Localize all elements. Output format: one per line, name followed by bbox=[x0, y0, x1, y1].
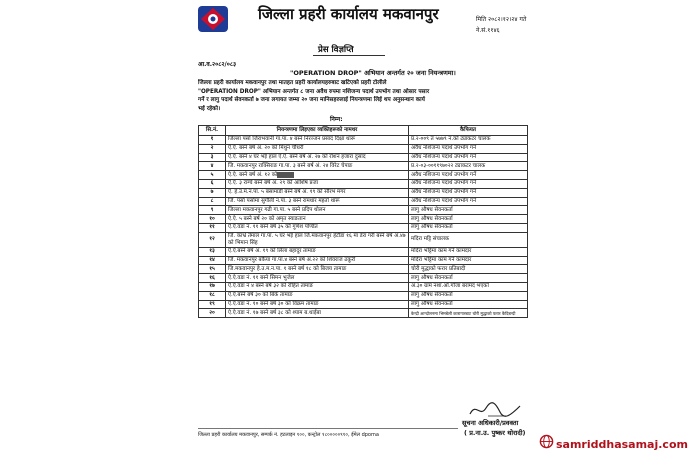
table-row bbox=[199, 153, 528, 162]
row-remarks: चोरी मुद्धाको फरार प्रतिबादी bbox=[409, 265, 528, 274]
row-remarks: अवैध नशिजन्य पदार्थ उपभोग गर्ने bbox=[409, 144, 528, 153]
row-person: जि. मकवानपुर बकैया गा.पा.४ बस्ने बर्ष अं.२२ को शिवराज ठकुरी bbox=[226, 256, 409, 265]
signatory-name: ( प्र.ना.उ. पुष्कर थोरादी) bbox=[464, 429, 526, 437]
row-serial: १ bbox=[199, 136, 226, 145]
row-remarks: मदिरा मट्टि संचालक bbox=[409, 232, 528, 247]
table-row bbox=[199, 265, 528, 274]
table-row bbox=[199, 274, 528, 283]
row-serial: ३ bbox=[199, 153, 226, 162]
row-remarks: अवैध नशिजन्य पदार्थ उपभोग गर्ने bbox=[409, 171, 528, 180]
table-row bbox=[199, 197, 528, 206]
signature-mark bbox=[466, 400, 524, 420]
row-remarks: अवैध नशिजन्य पदार्थ उपभोग गर्ने bbox=[409, 153, 528, 162]
table-row bbox=[199, 179, 528, 188]
table-row bbox=[199, 300, 528, 309]
table-row bbox=[199, 232, 528, 247]
body-line: भई रहेको। bbox=[198, 105, 221, 112]
row-serial: ११ bbox=[199, 223, 226, 232]
table-row bbox=[199, 256, 528, 265]
row-serial: १९ bbox=[199, 300, 226, 309]
table-row bbox=[199, 309, 528, 318]
table-row bbox=[199, 162, 528, 171]
body-paragraph bbox=[198, 79, 528, 113]
row-serial: १३ bbox=[199, 247, 226, 256]
date-label: मिति २०८२।१२।२४ गते bbox=[476, 16, 527, 23]
header-remarks: कैफियत bbox=[409, 126, 528, 136]
footer-divider bbox=[198, 428, 458, 429]
row-serial: १२ bbox=[199, 232, 226, 247]
row-person: जि. काभ्रे तेमाल गा.पा. ५ घर भई हाल जि.मकवानपुर हेटौडा १६ मा डेरा गरी बस्ने बर्ष अं.४७ को भिमान सिंह bbox=[226, 232, 409, 247]
redacted-name bbox=[277, 172, 294, 178]
row-remarks: अवैध नशिजन्य पदार्थ उपभोग गर्ने bbox=[409, 179, 528, 188]
row-serial: २ bbox=[199, 144, 226, 153]
row-remarks: अ.३० ग्राम नशा.ओ.गाँजा बरामद भएको bbox=[409, 282, 528, 291]
row-serial: १५ bbox=[199, 265, 226, 274]
signatory-title: सूचना अधिकारी/प्रवक्ता bbox=[462, 419, 519, 427]
row-serial: ९ bbox=[199, 206, 226, 215]
row-serial: ७ bbox=[199, 188, 226, 197]
row-serial: १६ bbox=[199, 274, 226, 283]
row-serial: ६ bbox=[199, 179, 226, 188]
table-row bbox=[199, 188, 528, 197]
row-remarks: प्र.२-०३-००११९७०२२ ट्याकटर चालक bbox=[409, 162, 528, 171]
row-remarks: अवैध नशिजन्य पदार्थ उपभोग गर्ने bbox=[409, 197, 528, 206]
row-person: ऐ.ऐ.वडा नं. ११ बस्ने सिमन भुजेल bbox=[226, 274, 409, 283]
table-row bbox=[199, 144, 528, 153]
nepal-police-emblem-icon bbox=[196, 4, 230, 34]
divider bbox=[313, 55, 385, 56]
row-person: ऐ.ऐ.वडा नं. ११ बस्ने बर्ष ३५ को गुणेश पण्डित bbox=[226, 223, 409, 232]
table-row bbox=[199, 247, 528, 256]
row-remarks: लागु औषध सेवनकर्ता bbox=[409, 215, 528, 224]
table-row bbox=[199, 171, 528, 180]
table-header-row bbox=[199, 126, 528, 136]
fiscal-year-reference: आ.व.२०८२/०८३ bbox=[198, 61, 237, 68]
header-serial: सि.नं. bbox=[199, 126, 226, 136]
headline: "OPERATION DROP" अभियान अन्तर्गत २० जना नियन्त्रणमा। bbox=[290, 69, 456, 77]
row-person: ऐ.ऐ. ३ राम्चे बस्ने बर्ष अं. २९ को आशिष प्रजा bbox=[226, 179, 409, 188]
row-remarks: मदिरा भट्टिमा काम गर्ने कामदार bbox=[409, 247, 528, 256]
row-serial: १० bbox=[199, 215, 226, 224]
row-person: ऐ.ऐ. ५ बस्ने बर्ष २० को अमृत स्याङतान bbox=[226, 215, 409, 224]
table-row bbox=[199, 215, 528, 224]
table-row bbox=[199, 291, 528, 300]
row-person: जि.मकवानपुर हे.उ.म.न.पा. १ बस्ने बर्ष १८ को बिजय तामाङ bbox=[226, 265, 409, 274]
row-serial: ४ bbox=[199, 162, 226, 171]
body-line: "OPERATION DROP" अभियान अन्तर्गत ८ जना अवैध रुपमा नशिजन्य पदार्थ उपभोग तथा ओसार पसार bbox=[198, 88, 430, 95]
row-person: ऐ.ऐ. बस्ने ४ घर भई हाल ऐ.ऐ. बस्ने बर्ष अं. २७ को रोशन हजारा दुसाद bbox=[226, 153, 409, 162]
row-person: ऐ.ऐ.वडा नं. १७ बस्ने बर्ष ३८ को श्याम ब.थाईबा bbox=[226, 309, 409, 318]
row-person: जिल्ला मकवानपुर गढी गा.पा. ५ बस्ने प्रदिप थोलन bbox=[226, 206, 409, 215]
row-person: जि. पर्सा पर्सामा सुगौली न.पा. ३ बस्ने रामधार महतो थारू bbox=[226, 197, 409, 206]
row-person: ऐ.ऐ. बस्ने बर्ष अं. २० को मिथुन चौधरी bbox=[226, 144, 409, 153]
globe-icon bbox=[539, 434, 554, 449]
body-line: जिल्ला प्रहरी कार्यालय मकवानपुर तथा मातहत प्रहरी कार्यालयहरुबाट खटिएको प्रहरी टोलीले bbox=[198, 80, 387, 86]
row-person: ऐ.ऐ.बस्ने बर्ष ३० को बिके तामाङ bbox=[226, 291, 409, 300]
table-row bbox=[199, 282, 528, 291]
row-person: ऐ.ऐ. बस्ने बर्ष अं. १२ को bbox=[226, 171, 409, 180]
number-label: ने.सं.११४६ bbox=[476, 27, 500, 34]
office-name: जिल्ला प्रहरी कार्यालय मकवानपुर bbox=[258, 5, 439, 23]
row-remarks: मदिरा भट्टिमा काम गर्ने कामदार bbox=[409, 256, 528, 265]
row-person: ऐ. हे.उ.म.न.पा. ५ बसामाडी बस्ने बर्ष अं. १९ को सौरभ मगर bbox=[226, 188, 409, 197]
row-serial: २० bbox=[199, 309, 226, 318]
row-person: ऐ.ऐ.वडा नं. १० बस्ने बर्ष ३० को विक्रम तामाङ bbox=[226, 300, 409, 309]
row-remarks: लागु औषध सेवनकर्ता bbox=[409, 206, 528, 215]
row-serial: १८ bbox=[199, 291, 226, 300]
row-person: जि. मकवानपुर राक्सिराङ गा.पा. ३ बस्ने बर्ष अं. २४ विरेट चेपाङ bbox=[226, 162, 409, 171]
row-person: जिल्ला पर्सा जिराभवानी गा.पा. ४ बस्ने निरञ्जन प्रसाद दिक्षा थारू bbox=[226, 136, 409, 145]
row-serial: ५ bbox=[199, 171, 226, 180]
row-remarks: लागु औषध सेवनकर्ता bbox=[409, 291, 528, 300]
row-serial: १७ bbox=[199, 282, 226, 291]
table-row bbox=[199, 206, 528, 215]
press-release-title: प्रेस विज्ञप्ति bbox=[318, 45, 354, 55]
arrest-table bbox=[198, 125, 528, 318]
watermark-site-link[interactable]: samriddhasamaj.com bbox=[556, 438, 688, 451]
row-remarks: लागु औषध सेवनकर्ता bbox=[409, 223, 528, 232]
row-remarks: लागु औषध सेवनकर्ता bbox=[409, 300, 528, 309]
table-caption: निम्न: bbox=[330, 116, 343, 123]
row-serial: ८ bbox=[199, 197, 226, 206]
row-remarks: केन्द्री आन्दोलनमा भिमबेली कारागारबाट चोरी मुद्धाको फरार कैदिबन्दी bbox=[409, 309, 528, 318]
row-remarks: अवैध नशिजन्य पदार्थ उपभोग गर्ने bbox=[409, 188, 528, 197]
row-person: ऐ.ऐ.वडा नं ४ बस्ने बर्ष ३२ को रोहित तामाङ bbox=[226, 282, 409, 291]
body-line: गर्ने र लागु पदार्थ सेवनकर्ता ७ जना लगायत जम्मा २० जना मानिसहरुलाई नियन्त्रणमा लिई थप अनुसन्धान कार्य bbox=[198, 97, 425, 104]
table-row bbox=[199, 223, 528, 232]
header-name: नियन्त्रणमा लिइएका व्यक्तिहरूको नामथर bbox=[226, 126, 409, 136]
row-serial: १४ bbox=[199, 256, 226, 265]
row-remarks: लागु औषध सेवनकर्ता bbox=[409, 274, 528, 283]
row-person: ऐ.ऐ.बस्ने बर्ष अं. १९ को लिला बहादुर तामाङ bbox=[226, 247, 409, 256]
row-remarks: प्र.२-००९ त ५७७९ नं.को ट्याकटर चालक bbox=[409, 136, 528, 145]
footer-contact: जिल्ला प्रहरी कार्यालय मकवानपुर, सम्पर्क नं. हटलाइन १००, कन्ट्रोल १८०००००९१०, ईमेल dpoma bbox=[198, 432, 379, 438]
table-row bbox=[199, 136, 528, 145]
